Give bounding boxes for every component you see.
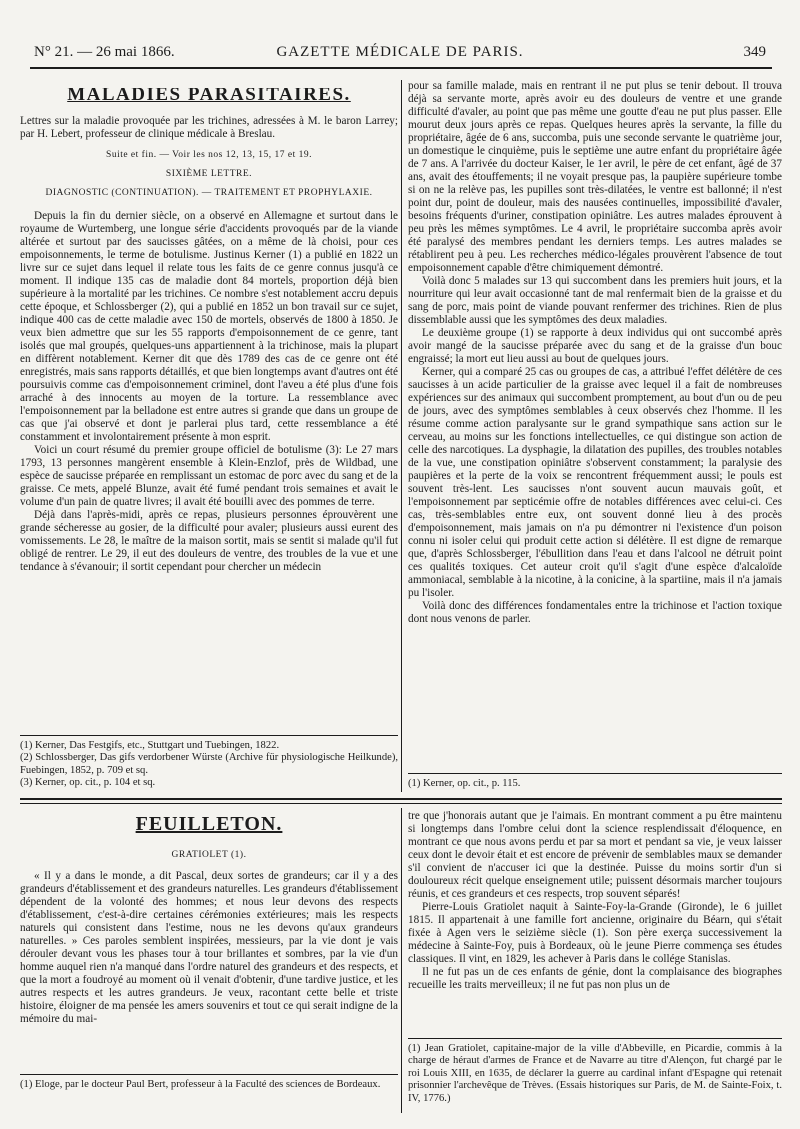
section-title: MALADIES PARASITAIRES. — [67, 88, 351, 105]
paragraph: Voilà donc 5 malades sur 13 qui succombent dans les premiers huit jours, et la nourriture qui leur avait occasionné tant de mal renfermait bien de la graisse et du sang de porc, mais point de viande pouvant renfermer des trichines. Rien de plus dissemblable aussi que les symptômes des deux maladies. — [408, 275, 782, 326]
feuilleton-right-column — [408, 810, 782, 1036]
left-footnotes — [20, 740, 398, 792]
footnote: (3) Kerner, op. cit., p. 104 et sq. — [20, 777, 156, 789]
feuilleton-subtitle: GRATIOLET (1). — [171, 850, 247, 860]
footnote: (1) Kerner, op. cit., p. 115. — [408, 778, 521, 789]
letter-number: SIXIÈME LETTRE. — [165, 169, 253, 179]
paragraph: pour sa famille malade, mais en rentrant il ne put plus se tenir debout. Il trouva déjà sa servante morte, après avoir eu des douleurs de ventre et une grande difficulté d'avaler, au point que pas même une goutte d'eau ne put plus passer. Elle mourut deux jours après ce repas. Quelques heures après la servante, la fille du propriétaire, âgée de 6 ans, succomba, puis une seconde servante le quatrième jour, un domestique le cinquième, puis le septième une autre enfant du propriétaire âgée de 7 ans. A l'arrivée du docteur Kaiser, le 1er avril, le père de cet enfant, âgé de 37 ans, avait des étouffements; il ne voyait presque pas, la paupière supérieure tombe si on ne la relève pas, les pupilles sont très-dilatées, le ventre est ballonné; il n'est point dur, point de douleur, mais des nausées continuelles, impossibilité d'avaler, besoins fréquents d'uriner, constipation opiniâtre. Les autres malades éprouvent à peu près les mêmes symptômes. Le 4 avril, le propriétaire succomba après avoir été paralysé des membres pendant les derniers temps. Les autres malades se rétablirent peu à peu. Les recherches médico-légales prouvèrent l'absence de tout empoisonnement capable d'être chimiquement démontré. — [408, 80, 782, 274]
paragraph: Le deuxième groupe (1) se rapporte à deux individus qui ont succombé après avoir mangé de la saucisse préparée avec du sang et de la graisse d'un bouc engraissé; la mort eut lieu aussi au bout de quelques jours. — [408, 327, 782, 365]
column-divider — [401, 80, 402, 792]
feuilleton-right-footnote — [408, 1043, 782, 1115]
feuilleton-left-footnote — [20, 1079, 398, 1109]
issue-number: N° 21. — 26 mai 1866. — [34, 44, 175, 60]
feuilleton-rule-bottom — [20, 803, 782, 804]
footnote: (1) Jean Gratiolet, capitaine-major de la ville d'Abbeville, en Picardie, commis à la charge de héraut d'armes de France et de Navarre au titre d'Alençon, fut chargé par le roi Louis XIII, en 1635, de déclarer la guerre au cardinal infant d'Espagne qui retenait prisonnier l'archevêque de Trèves. (Essais historiques sur Paris, de M. de Sainte-Foix, t. IV, 1776.) — [408, 1043, 782, 1104]
journal-title: GAZETTE MÉDICALE DE PARIS. — [276, 44, 524, 60]
paragraph: Il ne fut pas un de ces enfants de génie, dont la complaisance des biographes recueille les traits merveilleux; il ne fut pas non plus un de — [408, 966, 782, 991]
suite-note: Suite et fin. — Voir les nos 12, 13, 15, 17 et 19. — [106, 150, 312, 160]
feuilleton-column-divider — [401, 808, 402, 1113]
paragraph: Depuis la fin du dernier siècle, on a observé en Allemagne et surtout dans le royaume de Wurtemberg, une longue série d'accidents provoqués par de la viande altérée et surtout par des saucisses gâtées, on a même de là choisi, pour ces empoisonnements, le terme de botulisme. Justinus Kerner (1) a publié en 1822 un livre sur ce sujet dans lequel il relate tous les faits de ce genre connus jusqu'à ce moment. Il indique 135 cas de maladie dont 84 mortels, proportion déjà bien supérieure à la mortalité par les trichines. Ce nombre s'est notablement accru depuis cette époque, et Schlossberger (2), qui a publié en 1852 un bon travail sur ce sujet, indique 400 cas de cette maladie avec 150 de mortels, observés de 1800 à 1850. Je veux bien admettre que sur les 55 rapports d'empoisonnement de ce genre, tant isolés que mal groupés, quelques-uns appartiennent à la trichinose, mais la plupart en diffèrent notablement. Kerner dit que dès 1789 des cas de ce genre ont été enregistrés, mais sans rapports détaillés, et que bien longtemps avant d'autres ont été poursuivis comme cas d'empoisonnement criminel, dont l'aveu a été plus d'une fois arraché à des innocents au moyen de la torture. La ressemblance avec l'empoisonnement par la belladone est entre autres si grande que dans un groupe de cas que j'ai observé et dont je parlerai plus tard, cette ressemblance a été constamment et involontairement présente à mon esprit. — [20, 210, 398, 443]
right-footnote-rule — [408, 773, 782, 774]
paragraph: Voici un court résumé du premier groupe officiel de botulisme (3): Le 27 mars 1793, 13 personnes mangèrent ensemble à Klein-Enzlof, près de Wildbad, une espèce de saucisse préparée en remplissant un estomac de porc avec du sang et de la graisse. Ce mets, appelé Blunze, avait été fumé pendant trois semaines et avait le volume d'un pain de quatre livres; il avait été bouilli avec des pommes de terre. — [20, 444, 398, 508]
paragraph: Kerner, qui a comparé 25 cas ou groupes de cas, a attribué l'effet délétère de ces saucisses à un acide particulier de la graisse avec lequel il a fait de nombreuses expériences sur des animaux qui succombent promptement, au bout d'un ou de peu de jours, avec des symptômes semblables à ceux observés chez l'homme. Il les résume comme action paralysante sur le grand sympathique sans action sur le cerveau, au moins sur les fonctions intellectuelles, ce qui distingue son action de celle des narcotiques. La dysphagie, la dilatation des pupilles, des troubles notables de la vue, une constipation opiniâtre s'observent constamment; la paralysie des paupières et la perte de la voix se rencontrent fréquemment aussi; le pouls est souvent très-lent. Les saucisses n'ont souvent aucun mauvais goût, et l'empoisonnement par septicémie offre de notables différences avec celui-ci. Ces cas, très-semblables entre eux, ont souvent donné lieu à des procès d'empoisonnement, mais jamais on n'a pu démontrer ni l'existence d'un poison connu ni isoler celui qui produit cette action si délétère. Il est digne de remarque que, d'après Schlossberger, l'ébullition dans l'eau et dans l'alcool ne détruit point ces qualités toxiques. Cet auteur croit qu'il s'agit d'une espèce d'alcaloïde ammoniacal, semblable à la nicotine, à la conicine, à la spartiine, mais il n'a jamais pu l'isoler. — [408, 366, 782, 599]
article-left-column — [20, 88, 398, 793]
feuilleton-right-footnote-rule — [408, 1038, 782, 1039]
letter-heading: Lettres sur la maladie provoquée par les trichines, adressées à M. le baron Larrey; par H. Lebert, professeur de clinique médicale à Breslau. — [20, 115, 398, 140]
left-footnote-rule — [20, 735, 398, 736]
page-number: 349 — [743, 44, 766, 60]
footnote: (1) Eloge, par le docteur Paul Bert, professeur à la Faculté des sciences de Bordeaux. — [20, 1079, 381, 1090]
header-rule — [30, 67, 772, 69]
footnote: (2) Schlossberger, Das gifs verdorbener Würste (Archive für physiologische Heilkunde), Fuebingen, 1852, p. 709 et sq. — [20, 752, 398, 776]
paragraph: Voilà donc des différences fondamentales entre la trichinose et l'action toxique dont nous venons de parler. — [408, 600, 782, 625]
feuilleton-left-column — [20, 810, 398, 1072]
feuilleton-rule-top — [20, 798, 782, 800]
right-footnotes — [408, 778, 782, 794]
feuilleton-title: FEUILLETON. — [135, 813, 283, 835]
paragraph: « Il y a dans le monde, a dit Pascal, deux sortes de grandeurs; car il y a des grandeurs d'établissement et des grandeurs naturelles. Les grandeurs d'établissement dépendent de la volonté des hommes; et nous leur devons des respects d'établissement, c'est-à-dire certaines cérémonies extérieures; mais les respects naturels qui consistent dans l'estime, nous ne les devons qu'aux grandeurs naturelles. » Ces paroles semblent inspirées, messieurs, par la vie dont je vais dérouler devant vous les phases tour à tour brillantes et sombres, par la vie d'un homme auquel rien n'a manqué dans l'ordre naturel des grandeurs et des respects, et que la mort a foudroyé au moment où il venait d'obtenir, d'une tardive justice, et les autres respects et les autres grandeurs. Je veux, racontant cette belle et triste histoire, éloigner de ma pensée les amers souvenirs et tout ce qui serait indigne de la mémoire du mai- — [20, 870, 398, 1025]
article-right-column — [408, 80, 782, 770]
feuilleton-left-footnote-rule — [20, 1074, 398, 1075]
paragraph: tre que j'honorais autant que je l'aimais. En montrant comment a pu être maintenu si longtemps dans l'ombre celui dont la science resplendissait d'éloquence, en montrant ce que nous avons perdu et par sa mort et pendant sa vie, je veux laisser ceux dont le devoir était et est encore de prévenir de semblables maux se demander s'il convient de n'accuser ici que la destinée. Puisse du moins sortir d'un si douloureux récit quelque enseignement utile; puissent désormais marcher toujours réunis, et ces grandeurs et ces respects, trop souvent séparés! — [408, 810, 782, 900]
footnote: (1) Kerner, Das Festgifs, etc., Stuttgart und Tuebingen, 1822. — [20, 740, 280, 751]
page-header — [28, 44, 772, 66]
paragraph: Déjà dans l'après-midi, après ce repas, plusieurs personnes éprouvèrent une grande sécheresse au gosier, de la difficulté pour avaler; plusieurs aussi eurent des vomissements. Le 28, le maître de la maison sortit, mais se sentit si malade qu'il fut obligé de rentrer. Le 29, il eut des douleurs de ventre, des troubles de la vue et une tendance à s'évanouir; il sortit cependant pour chercher un médecin — [20, 509, 398, 573]
paragraph: Pierre-Louis Gratiolet naquit à Sainte-Foy-la-Grande (Gironde), le 6 juillet 1815. Il appartenait à une famille fort ancienne, originaire du Béarn, qui s'était fixée à Agen vers le seizième siècle (1). Son père exerça successivement la médecine à Sainte-Foy, puis à Bordeaux, où le jeune Pierre commença ses études classiques. Il vint, en 1829, les achever à Paris dans le collége Stanislas. — [408, 901, 782, 965]
subsection-heading: DIAGNOSTIC (CONTINUATION). — TRAITEMENT ET PROPHYLAXIE. — [45, 188, 373, 198]
